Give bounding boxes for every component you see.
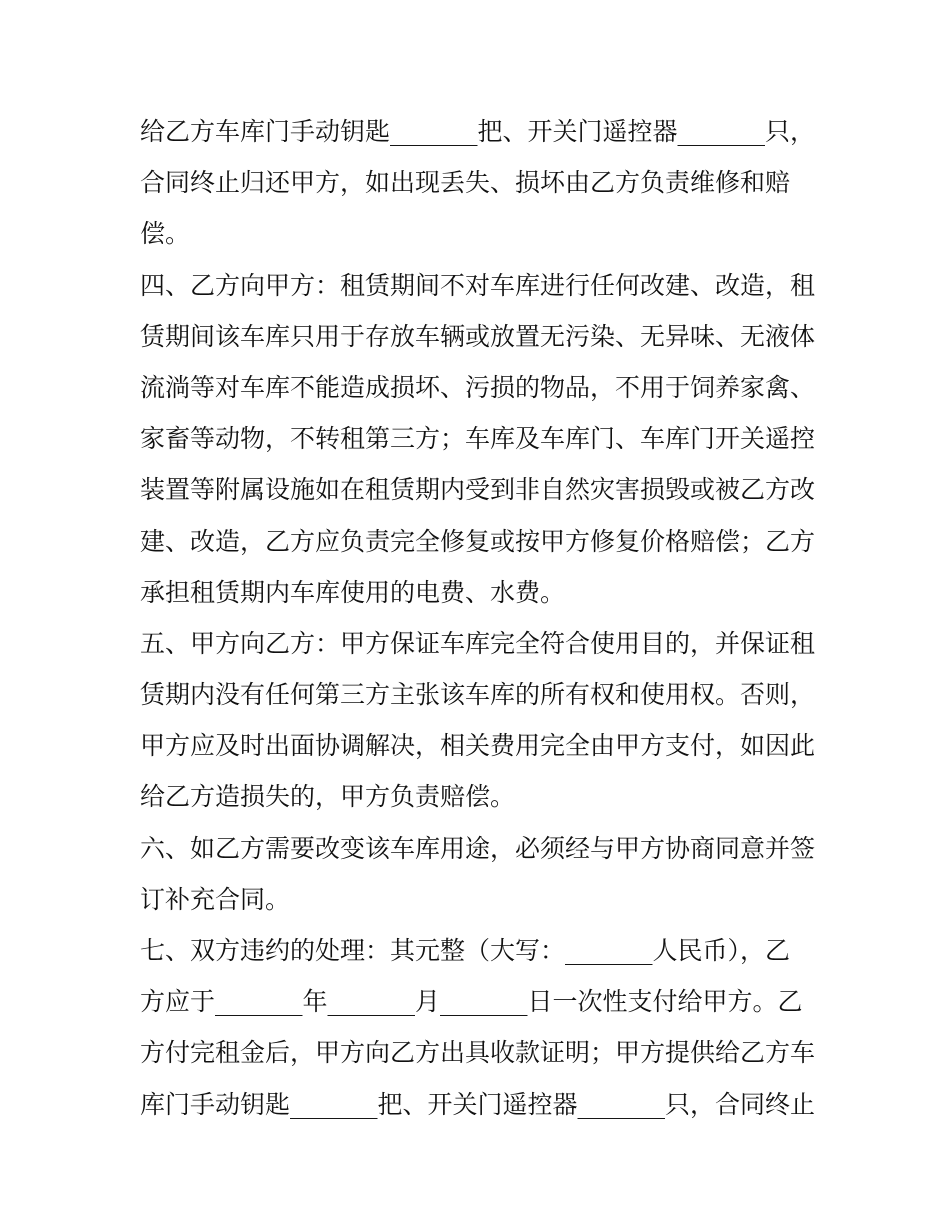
contract-text [140, 106, 820, 1130]
text-line: 给乙方车库门手动钥匙_______把、开关门遥控器_______只， [140, 117, 816, 146]
text-line: 方付完租金后，甲方向乙方出具收款证明；甲方提供给乙方车 [140, 1038, 816, 1068]
text-line: 六、如乙方需要改变该车库用途，必须经与甲方协商同意并签 [140, 833, 816, 863]
text-line: 订补充合同。 [140, 884, 291, 914]
text-line: 承担租赁期内车库使用的电费、水费。 [140, 577, 566, 607]
text-line: 四、乙方向甲方：租赁期间不对车库进行任何改建、改造，租 [140, 270, 816, 300]
text-line: 流淌等对车库不能造成损坏、污损的物品，不用于饲养家禽、 [140, 372, 816, 402]
text-line: 五、甲方向乙方：甲方保证车库完全符合使用目的，并保证租 [140, 628, 816, 658]
text-line: 合同终止归还甲方，如出现丢失、损坏由乙方负责维修和赔 [140, 168, 791, 198]
text-line: 甲方应及时出面协调解决，相关费用完全由甲方支付，如因此 [140, 731, 816, 761]
text-line: 家畜等动物，不转租第三方；车库及车库门、车库门开关遥控 [140, 424, 816, 454]
text-line: 赁期间该车库只用于存放车辆或放置无污染、无异味、无液体 [140, 321, 816, 351]
text-line: 建、改造，乙方应负责完全修复或按甲方修复价格赔偿；乙方 [140, 526, 816, 556]
text-line: 给乙方造损失的，甲方负责赔偿。 [140, 782, 516, 812]
text-line: 库门手动钥匙_______把、开关门遥控器_______只，合同终止 [140, 1089, 816, 1119]
text-line: 偿。 [140, 219, 191, 249]
text-line: 赁期内没有任何第三方主张该车库的所有权和使用权。否则， [140, 680, 816, 710]
text-line: 七、双方违约的处理：其元整（大写：_______人民币），乙 [140, 936, 791, 965]
text-line: 方应于_______年_______月_______日一次性支付给甲方。乙 [140, 987, 803, 1017]
text-line: 装置等附属设施如在租赁期内受到非自然灾害损毁或被乙方改 [140, 475, 816, 505]
